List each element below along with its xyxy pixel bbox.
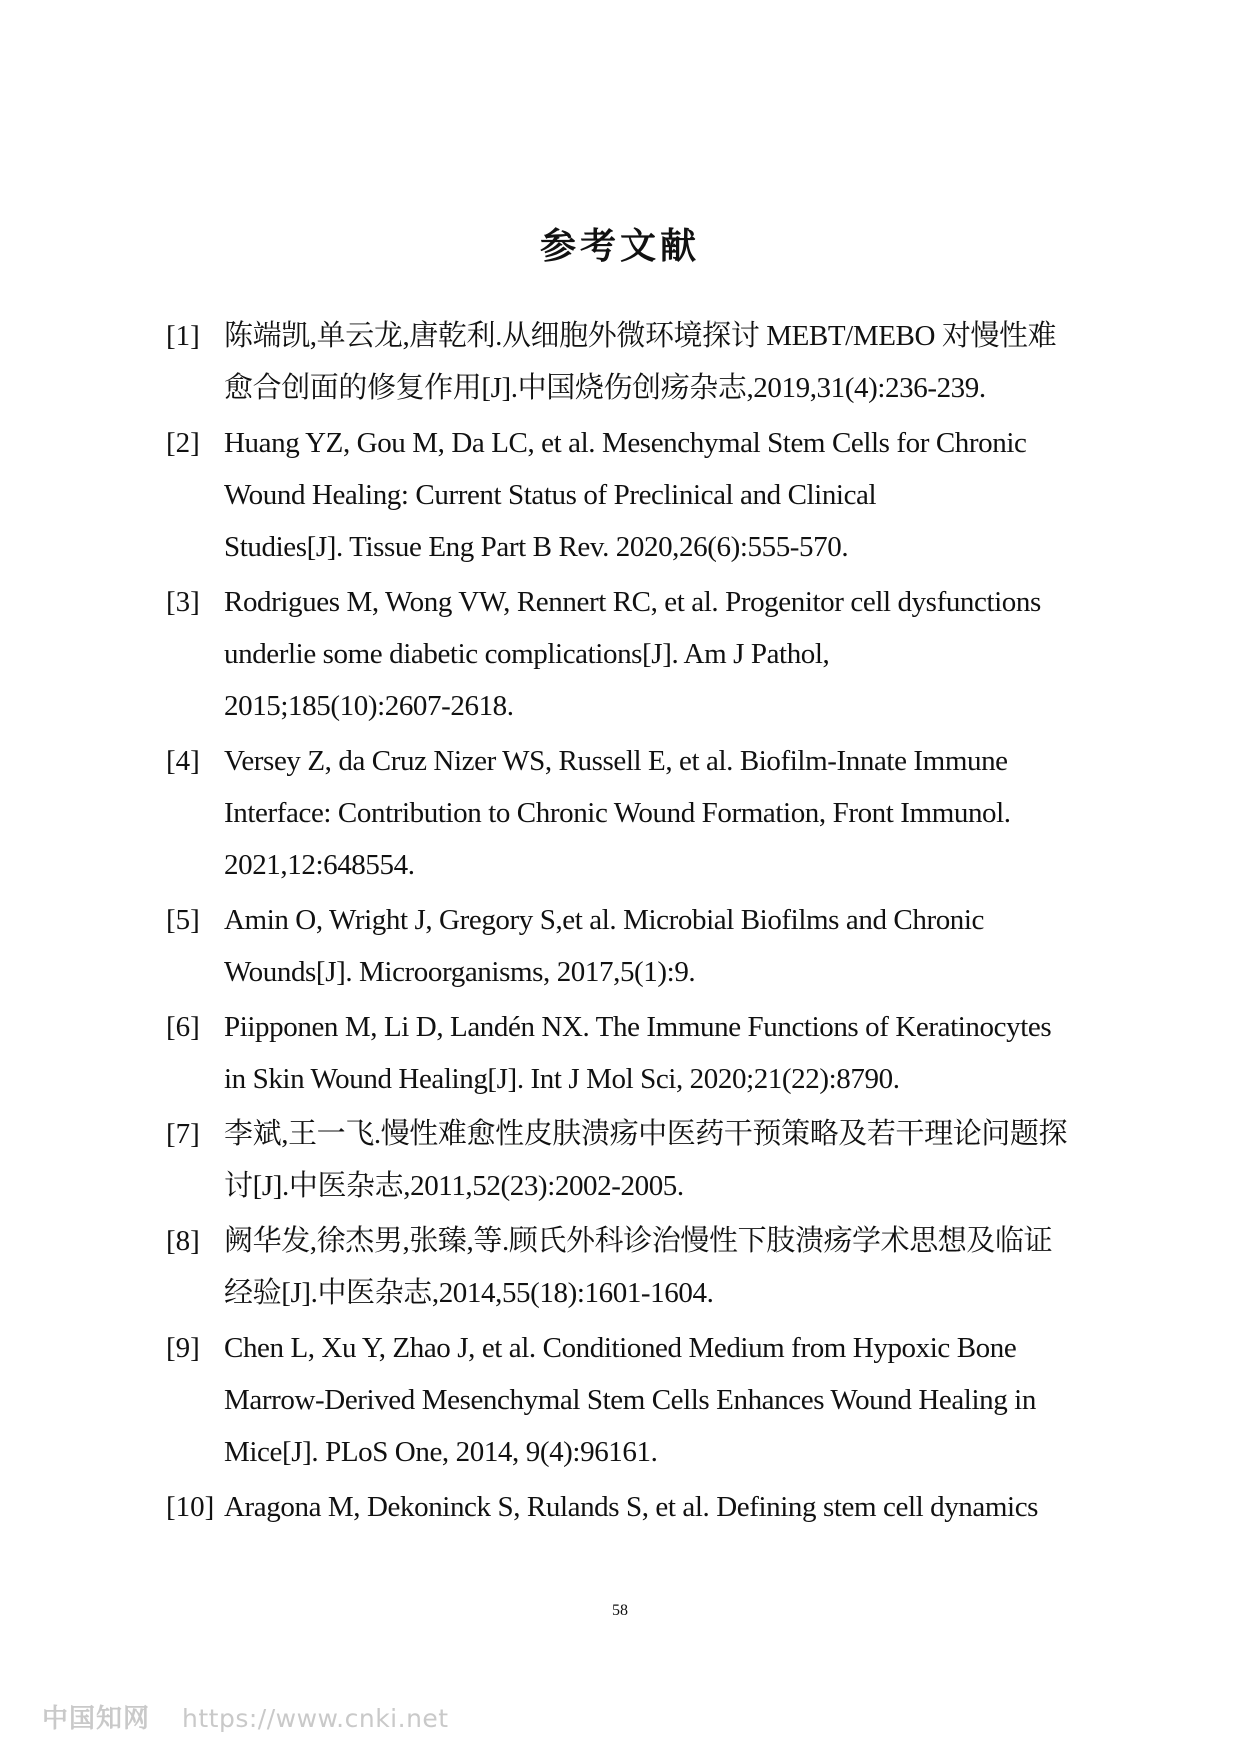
reference-text [224,1481,1101,1533]
reference-text-line: Piipponen M, Li D, Landén NX. The Immune Functions of Keratinocytes [224,1011,1052,1043]
page-title: 参考文献 [539,226,700,267]
reference-number: [9] [166,1332,200,1364]
reference-number: [4] [166,745,200,777]
reference-entry [166,1108,1101,1212]
reference-entry [166,576,1101,732]
reference-text [224,1322,1101,1478]
reference-text-line: Marrow-Derived Mesenchymal Stem Cells Enhances Wound Healing in [224,1384,1036,1416]
reference-text-line: Mice[J]. PLoS One, 2014, 9(4):96161. [224,1436,658,1468]
reference-entry [166,1215,1101,1319]
reference-text-line: underlie some diabetic complications[J]. Am J Pathol, [224,638,830,670]
reference-entry [166,1322,1101,1478]
reference-text-line: 李斌,王一飞.慢性难愈性皮肤溃疡中医药干预策略及若干理论问题探 [224,1118,1068,1150]
reference-number: [1] [166,320,200,352]
reference-entry [166,1001,1101,1105]
reference-number: [10] [166,1491,215,1523]
reference-entry [166,894,1101,998]
reference-text-line: Versey Z, da Cruz Nizer WS, Russell E, et al. Biofilm-Innate Immune [224,745,1008,777]
reference-text-line: Huang YZ, Gou M, Da LC, et al. Mesenchymal Stem Cells for Chronic [224,427,1027,459]
reference-text-line: Interface: Contribution to Chronic Wound Formation, Front Immunol. [224,797,1011,829]
reference-number: [6] [166,1011,200,1043]
reference-text-line: Wounds[J]. Microorganisms, 2017,5(1):9. [224,956,696,988]
reference-text [224,576,1101,732]
reference-text-line: 讨[J].中医杂志,2011,52(23):2002-2005. [224,1170,684,1202]
reference-number: [8] [166,1225,200,1257]
reference-text [224,310,1101,414]
reference-number: [5] [166,904,200,936]
watermark-logo-text: 中国知网 [42,1704,151,1734]
reference-text [224,735,1101,891]
watermark-url: https://www.cnki.net [182,1704,449,1733]
reference-text [224,417,1101,573]
reference-entry [166,735,1101,891]
reference-text [224,1108,1101,1212]
reference-entry [166,310,1101,414]
reference-text-line: 2015;185(10):2607-2618. [224,690,514,722]
reference-text-line: Wound Healing: Current Status of Preclinical and Clinical [224,479,877,511]
cnki-watermark [42,1698,449,1735]
reference-text-line: Studies[J]. Tissue Eng Part B Rev. 2020,26(6):555-570. [224,531,849,563]
reference-text-line: Rodrigues M, Wong VW, Rennert RC, et al. Progenitor cell dysfunctions [224,586,1041,618]
reference-text-line: 经验[J].中医杂志,2014,55(18):1601-1604. [224,1277,714,1309]
reference-number: [7] [166,1118,200,1150]
reference-entry [166,1481,1101,1533]
reference-text-line: 阙华发,徐杰男,张臻,等.顾氏外科诊治慢性下肢溃疡学术思想及临证 [224,1225,1053,1257]
reference-text-line: 2021,12:648554. [224,849,415,881]
reference-text-line: in Skin Wound Healing[J]. Int J Mol Sci, 2020;21(22):8790. [224,1063,900,1095]
reference-text [224,1215,1101,1319]
reference-number: [3] [166,586,200,618]
reference-text-line: 陈端凯,单云龙,唐乾利.从细胞外微环境探讨 MEBT/MEBO 对慢性难 [224,320,1057,352]
reference-text-line: 愈合创面的修复作用[J].中国烧伤创疡杂志,2019,31(4):236-239. [224,372,986,404]
reference-text [224,1001,1101,1105]
reference-text-line: Chen L, Xu Y, Zhao J, et al. Conditioned Medium from Hypoxic Bone [224,1332,1017,1364]
reference-entry [166,417,1101,573]
reference-list [166,310,1101,1536]
page-number: 58 [612,1602,628,1619]
reference-text [224,894,1101,998]
reference-text-line: Aragona M, Dekoninck S, Rulands S, et al. Defining stem cell dynamics [224,1491,1039,1523]
reference-text-line: Amin O, Wright J, Gregory S,et al. Microbial Biofilms and Chronic [224,904,985,936]
reference-number: [2] [166,427,200,459]
